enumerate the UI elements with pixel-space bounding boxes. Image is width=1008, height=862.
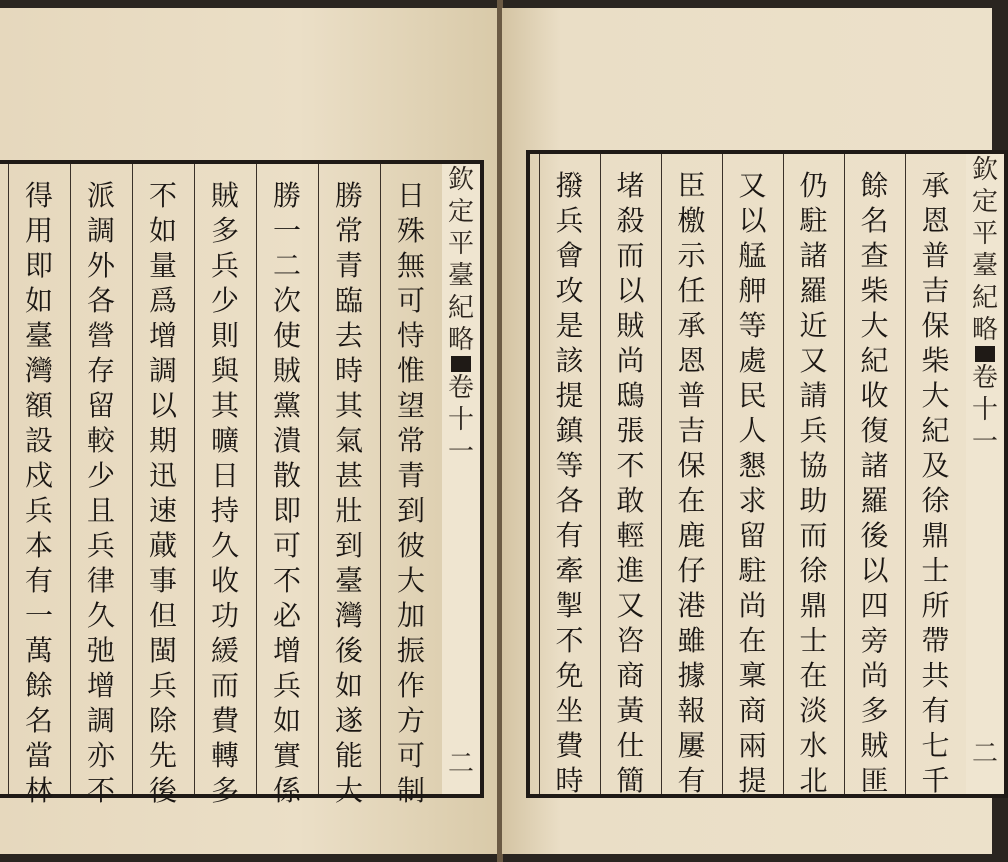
text-column: 餘 名 查 柴 大 紀 收 復 諸 羅 後 以 四 旁 尚 多 賊 匪 xyxy=(860,169,889,797)
banner-juan: 卷 十 一 xyxy=(971,363,998,457)
column-rule xyxy=(380,164,381,794)
left-page xyxy=(0,8,498,854)
text-column: 日 殊 無 可 恃 惟 望 常 青 到 彼 大 加 振 作 方 可 制 xyxy=(396,179,425,807)
banner-title: 欽 定 平 臺 紀 略 xyxy=(971,155,998,345)
text-column: 勝 一 二 次 使 賊 黨 潰 散 即 可 不 必 增 兵 如 實 係 xyxy=(272,179,301,807)
column-rule xyxy=(722,154,723,794)
column-rule xyxy=(905,154,906,794)
banner-folio: 二 xyxy=(971,739,998,769)
column-rule xyxy=(194,164,195,794)
right-banner-text xyxy=(966,154,1004,770)
column-rule xyxy=(318,164,319,794)
text-column: 仍 駐 諸 羅 近 又 請 兵 協 助 而 徐 鼎 士 在 淡 水 北 xyxy=(799,169,828,797)
text-column: 得 用 即 如 臺 灣 額 設 戍 兵 本 有 一 萬 餘 名 當 林 xyxy=(24,179,53,807)
text-column: 堵 殺 而 以 賊 尚 鴟 張 不 敢 輕 進 又 咨 商 黃 仕 簡 xyxy=(616,169,645,797)
banner-folio: 二 xyxy=(447,749,474,779)
text-column: 又 以 艋 舺 等 處 民 人 懇 求 留 駐 尚 在 稟 商 兩 提 xyxy=(738,169,767,797)
column-rule xyxy=(70,164,71,794)
right-page xyxy=(502,8,998,854)
left-banner-text xyxy=(442,164,480,780)
column-rule xyxy=(8,164,9,794)
column-rule xyxy=(783,154,784,794)
column-rule xyxy=(844,154,845,794)
right-banner xyxy=(966,154,1004,794)
column-rule xyxy=(539,154,540,794)
column-rule xyxy=(132,164,133,794)
text-column: 撥 兵 會 攻 是 該 提 鎮 等 各 有 牽 掣 不 免 坐 費 時 xyxy=(555,169,584,797)
banner-juan: 卷 十 一 xyxy=(447,373,474,467)
fish-tail-mark xyxy=(451,356,471,372)
left-banner xyxy=(442,164,480,794)
banner-title: 欽 定 平 臺 紀 略 xyxy=(447,165,474,355)
column-rule xyxy=(600,154,601,794)
text-column: 賊 多 兵 少 則 與 其 曠 日 持 久 收 功 緩 而 費 轉 多 xyxy=(210,179,239,807)
text-column: 不 如 量 爲 增 調 以 期 迅 速 蕆 事 但 閩 兵 除 先 後 xyxy=(148,179,177,807)
text-column: 派 調 外 各 營 存 留 較 少 且 兵 律 久 弛 增 調 亦 不 xyxy=(86,179,115,807)
left-text-frame xyxy=(0,160,484,807)
column-rule xyxy=(256,164,257,794)
column-rule xyxy=(661,154,662,794)
right-text-frame xyxy=(526,150,1008,798)
fish-tail-mark xyxy=(975,346,995,362)
text-column: 承 恩 普 吉 保 柴 大 紀 及 徐 鼎 士 所 帶 共 有 七 千 xyxy=(921,169,950,797)
text-column: 臣 檄 示 任 承 恩 普 吉 保 在 鹿 仔 港 雖 據 報 屢 有 xyxy=(677,169,706,797)
text-column: 勝 常 青 臨 去 時 其 氣 甚 壯 到 臺 灣 後 如 遂 能 大 xyxy=(334,179,363,807)
